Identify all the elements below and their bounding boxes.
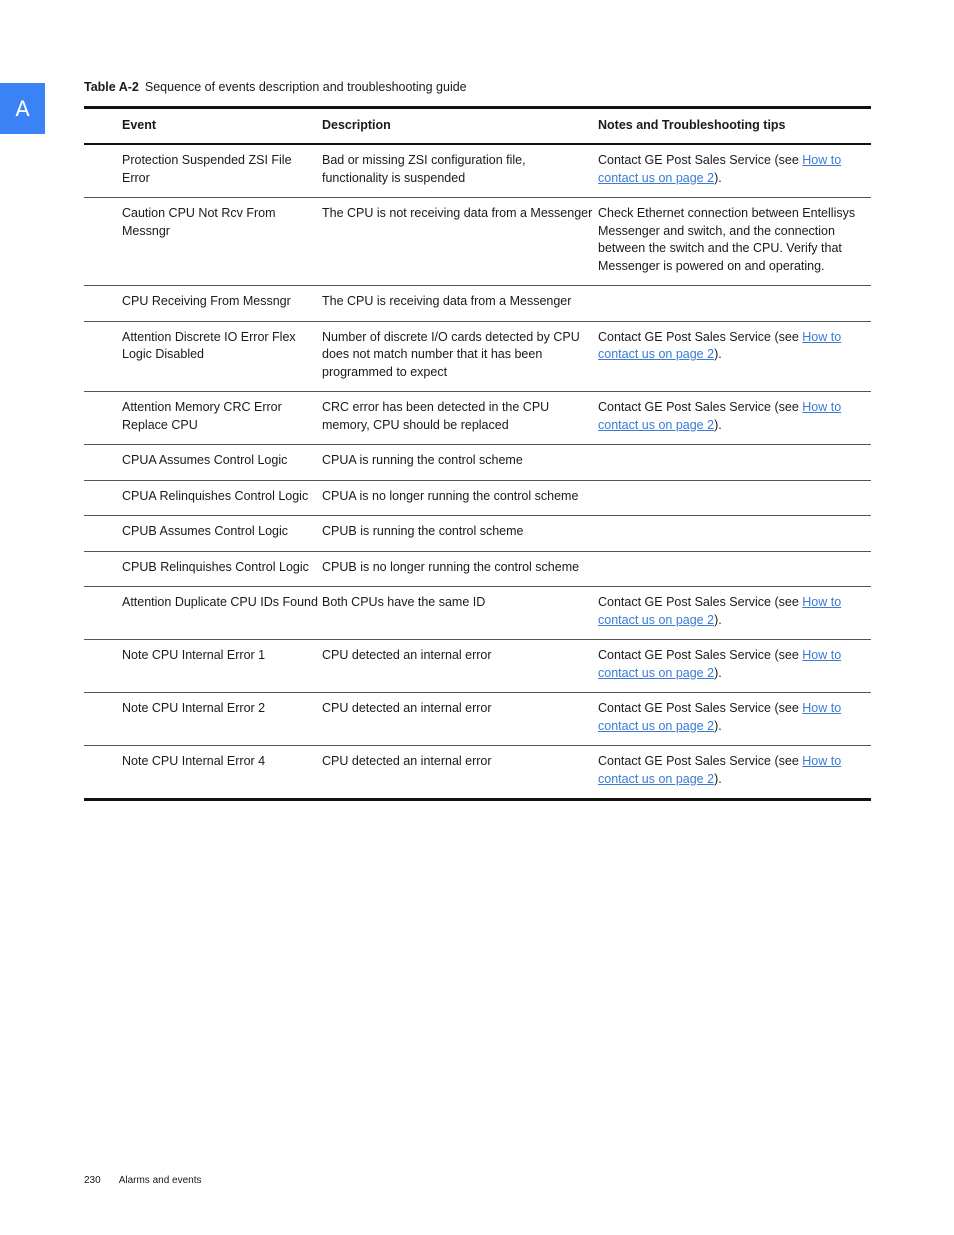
page-footer (84, 1175, 202, 1186)
table-row (84, 516, 871, 552)
description-cell: CPUA is no longer running the control scheme (322, 480, 598, 516)
notes-cell (598, 144, 871, 198)
notes-cell (598, 746, 871, 800)
event-cell: Attention Discrete IO Error Flex Logic Disabled (122, 321, 322, 392)
contact-us-link[interactable]: How to contact us on page 2 (598, 754, 842, 786)
table-row (84, 480, 871, 516)
notes-cell (598, 321, 871, 392)
description-cell: CRC error has been detected in the CPU memory, CPU should be replaced (322, 392, 598, 445)
event-cell: CPU Receiving From Messngr (122, 286, 322, 322)
table-row (84, 746, 871, 800)
row-spacer (84, 693, 122, 746)
page-number: 230 (84, 1175, 101, 1186)
table-row (84, 198, 871, 286)
description-cell: CPU detected an internal error (322, 693, 598, 746)
notes-text: Contact GE Post Sales Service (see (598, 329, 803, 344)
row-spacer (84, 551, 122, 587)
notes-text: Contact GE Post Sales Service (see (598, 648, 803, 662)
notes-cell (598, 516, 871, 552)
notes-cell (598, 640, 871, 693)
notes-suffix: ). (714, 612, 722, 627)
description-cell: CPU detected an internal error (322, 640, 598, 693)
notes-suffix: ). (714, 347, 722, 361)
row-spacer (84, 198, 122, 286)
notes-text: Check Ethernet connection between Entellisys Messenger and switch, and the connection between the switch and the CPU. Verify that Messenger is powered on and operating. (598, 206, 856, 273)
event-cell: CPUB Relinquishes Control Logic (122, 551, 322, 587)
table-row (84, 587, 871, 640)
description-cell: The CPU is receiving data from a Messenger (322, 286, 598, 322)
contact-us-link[interactable]: How to contact us on page 2 (598, 595, 842, 627)
notes-text: Contact GE Post Sales Service (see (598, 701, 803, 715)
notes-suffix: ). (714, 170, 722, 185)
table-row (84, 392, 871, 445)
row-spacer (84, 286, 122, 322)
row-spacer (84, 746, 122, 800)
contact-us-link[interactable]: How to contact us on page 2 (598, 329, 842, 361)
events-table (84, 106, 871, 801)
description-cell: Number of discrete I/O cards detected by CPU does not match number that it has been programmed to expect (322, 321, 598, 392)
row-spacer (84, 587, 122, 640)
contact-us-link[interactable]: How to contact us on page 2 (598, 701, 842, 733)
event-cell: CPUA Assumes Control Logic (122, 445, 322, 481)
notes-cell (598, 480, 871, 516)
event-cell: Note CPU Internal Error 2 (122, 693, 322, 746)
table-row (84, 144, 871, 198)
description-cell: CPUB is no longer running the control scheme (322, 551, 598, 587)
notes-suffix: ). (714, 417, 722, 432)
notes-text: Contact GE Post Sales Service (see (598, 754, 803, 768)
description-cell: Both CPUs have the same ID (322, 587, 598, 640)
table-body (84, 144, 871, 800)
row-spacer (84, 321, 122, 392)
notes-cell (598, 445, 871, 481)
row-spacer (84, 480, 122, 516)
table-row (84, 286, 871, 322)
table-row (84, 445, 871, 481)
description-cell: The CPU is not receiving data from a Messenger (322, 198, 598, 286)
notes-cell (598, 286, 871, 322)
notes-text: Contact GE Post Sales Service (see (598, 153, 803, 167)
event-cell: Note CPU Internal Error 4 (122, 754, 266, 768)
contact-us-link[interactable]: How to contact us on page 2 (598, 648, 842, 680)
notes-cell (598, 198, 871, 286)
appendix-tab (0, 83, 45, 134)
notes-cell (598, 551, 871, 587)
table-row (84, 551, 871, 587)
row-spacer (84, 392, 122, 445)
footer-section: Alarms and events (118, 1175, 202, 1186)
table-row (84, 321, 871, 392)
table-header-row (84, 108, 871, 145)
event-cell: Caution CPU Not Rcv From Messngr (122, 198, 322, 286)
event-cell: Protection Suspended ZSI File Error (122, 144, 322, 198)
table-row (84, 693, 871, 746)
table-caption-label: Table A-2 (84, 80, 139, 94)
description-cell: CPUA is running the control scheme (322, 445, 598, 481)
appendix-tab-letter: A (15, 96, 30, 121)
event-cell: CPUB Assumes Control Logic (122, 516, 322, 552)
description-cell: Bad or missing ZSI configuration file, functionality is suspended (322, 144, 598, 198)
event-cell: Note CPU Internal Error 1 (122, 640, 322, 693)
notes-suffix: ). (714, 771, 722, 786)
header-spacer (84, 108, 122, 145)
notes-text: Contact GE Post Sales Service (see (598, 400, 803, 414)
notes-suffix: ). (714, 718, 722, 733)
event-cell: CPUA Relinquishes Control Logic (122, 480, 322, 516)
notes-cell (598, 587, 871, 640)
description-cell: CPU detected an internal error (322, 754, 492, 768)
notes-cell (598, 392, 871, 445)
event-cell: Attention Memory CRC Error Replace CPU (122, 392, 322, 445)
header-event: Event (122, 108, 322, 145)
row-spacer (84, 144, 122, 198)
table-caption (84, 80, 467, 94)
row-spacer (84, 445, 122, 481)
event-cell: Attention Duplicate CPU IDs Found (122, 587, 322, 640)
row-spacer (84, 640, 122, 693)
row-spacer (84, 516, 122, 552)
table-caption-text: Sequence of events description and troubleshooting guide (144, 80, 467, 94)
header-description: Description (322, 108, 598, 145)
header-notes: Notes and Troubleshooting tips (598, 108, 871, 145)
contact-us-link[interactable]: How to contact us on page 2 (598, 400, 842, 432)
contact-us-link[interactable]: How to contact us on page 2 (598, 153, 842, 185)
description-cell: CPUB is running the control scheme (322, 516, 598, 552)
table-row (84, 640, 871, 693)
notes-suffix: ). (714, 665, 722, 680)
notes-cell (598, 693, 871, 746)
notes-text: Contact GE Post Sales Service (see (598, 595, 803, 609)
